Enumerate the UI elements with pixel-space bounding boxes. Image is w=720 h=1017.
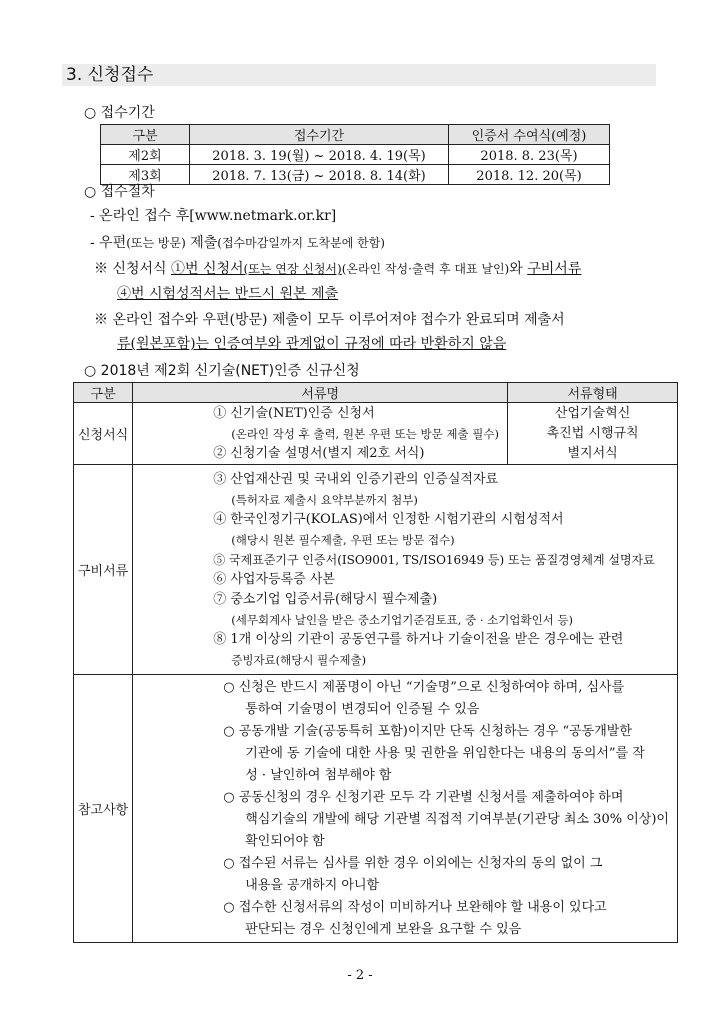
req-item: ⑤ 국제표준기구 인증서(ISO9001, TS/ISO16949 등) 또는 품질경영체계 설명자료 bbox=[213, 552, 655, 567]
table-row bbox=[101, 165, 610, 185]
note1-form: ①번 신청서 bbox=[171, 261, 244, 277]
docs-table bbox=[73, 382, 678, 943]
form-item: ② 신청기술 설명서(별지 제2호 서식) bbox=[213, 445, 425, 461]
period-table bbox=[100, 124, 610, 185]
section-title: 3. 신청접수 bbox=[62, 64, 656, 86]
ref-item: 핵심기술의 개발에 해당 기관별 직접적 기여부분(기관당 최소 30% 이상)이 bbox=[245, 811, 669, 827]
ref-items bbox=[133, 675, 678, 943]
period-cell: 2018. 8. 23(목) bbox=[449, 145, 610, 165]
docs-header-cell: 서류명 bbox=[133, 383, 508, 403]
period-table-header bbox=[101, 125, 610, 145]
period-header-cell: 구분 bbox=[101, 125, 190, 145]
table-row bbox=[101, 145, 610, 165]
post-note: (접수마감일까지 도착분에 한함) bbox=[217, 236, 385, 250]
page-number: - 2 - bbox=[347, 968, 373, 983]
ref-item: 판단되는 경우 신청인에게 보완을 요구할 수 있음 bbox=[245, 921, 522, 937]
note1-paren: (온라인 작성·출력 후 대표 날인) bbox=[341, 262, 510, 276]
post-submit: 제출 bbox=[185, 235, 218, 251]
period-cell: 2018. 7. 13(금) ~ 2018. 8. 14(화) bbox=[190, 165, 449, 185]
ref-item: 기관에 동 기술에 대한 사용 및 권한을 위임한다는 내용의 동의서”를 작 bbox=[245, 745, 645, 761]
note1-prefix: ※ 신청서식 bbox=[94, 261, 171, 277]
ref-item: ○ 공동신청의 경우 신청기관 모두 각 기관별 신청서를 제출하여야 하며 bbox=[223, 789, 624, 805]
table-row bbox=[74, 465, 678, 675]
ref-item: 통하여 기술명이 변경되어 인증될 수 있음 bbox=[245, 701, 480, 717]
table-row bbox=[74, 675, 678, 943]
period-cell: 제3회 bbox=[101, 165, 190, 185]
form-type-line: 산업기술혁신 bbox=[554, 405, 631, 421]
req-item: (세무회계사 날인을 받은 중소기업기준검토표, 중 · 소기업확인서 등) bbox=[231, 612, 574, 627]
ref-item: 성 · 날인하여 첨부해야 함 bbox=[245, 767, 392, 783]
req-items bbox=[133, 465, 678, 675]
req-item: 증빙자료(해당시 필수제출) bbox=[231, 652, 367, 667]
post-main: - 우편 bbox=[90, 235, 127, 251]
form-items bbox=[133, 403, 508, 465]
note-2-line-1: ※ 온라인 접수와 우편(방문) 제출이 모두 이루어져야 접수가 완료되며 제출서 bbox=[94, 312, 565, 328]
period-header-cell: 인증서 수여식(예정) bbox=[449, 125, 610, 145]
form-type bbox=[508, 403, 678, 465]
note-1-line-2: ④번 시험성적서는 반드시 원본 제출 bbox=[117, 286, 339, 302]
docs-header-cell: 서류형태 bbox=[508, 383, 678, 403]
ref-item: ○ 신청은 반드시 제품명이 아닌 “기술명”으로 신청하여야 하며, 심사를 bbox=[223, 679, 625, 695]
form-type-line: 촉진법 시행규칙 bbox=[546, 425, 639, 441]
note1-docs: 구비서류 bbox=[527, 261, 582, 277]
req-label: 구비서류 bbox=[74, 465, 133, 675]
ref-item: ○ 접수한 신청서류의 작성이 미비하거나 보완해야 할 내용이 있다고 bbox=[223, 899, 607, 915]
period-cell: 2018. 12. 20(목) bbox=[449, 165, 610, 185]
procedure-online: - 온라인 접수 후[www.netmark.or.kr] bbox=[90, 208, 337, 224]
ref-item: 확인되어야 함 bbox=[245, 833, 325, 849]
form-type-line: 별지서식 bbox=[567, 445, 618, 461]
req-item: (해당시 원본 필수제출, 우편 또는 방문 접수) bbox=[231, 532, 455, 547]
period-cell: 제2회 bbox=[101, 145, 190, 165]
note-1-line-1 bbox=[94, 259, 581, 279]
req-item: ⑦ 중소기업 입증서류(해당시 필수제출) bbox=[213, 591, 438, 607]
req-item: ④ 한국인정기구(KOLAS)에서 인정한 시험기관의 시험성적서 bbox=[213, 511, 564, 527]
note1-mid: 와 bbox=[509, 261, 528, 277]
procedure-post bbox=[90, 233, 385, 253]
period-header-cell: 접수기간 bbox=[190, 125, 449, 145]
ref-label: 참고사항 bbox=[74, 675, 133, 943]
form-item: ① 신기술(NET)인증 신청서 bbox=[213, 405, 375, 421]
form-label: 신청서식 bbox=[74, 403, 133, 465]
procedure-heading: ○ 접수절차 bbox=[84, 184, 155, 200]
note-2-line-2: 류(원본포함)는 인증여부와 관계없이 규정에 따라 반환하지 않음 bbox=[117, 336, 507, 352]
note1-form-paren: (또는 연장 신청서) bbox=[243, 262, 342, 276]
ref-item: 내용을 공개하지 아니함 bbox=[245, 877, 380, 893]
period-heading: ○ 접수기간 bbox=[84, 105, 155, 121]
ref-item: ○ 접수된 서류는 심사를 위한 경우 이외에는 신청자의 동의 없이 그 bbox=[223, 855, 603, 871]
docs-header-cell: 구분 bbox=[74, 383, 133, 403]
docs-table-header bbox=[74, 383, 678, 403]
req-item: ⑧ 1개 이상의 기관이 공동연구를 하거나 기술이전을 받은 경우에는 관련 bbox=[213, 631, 624, 647]
req-item: ⑥ 사업자등록증 사본 bbox=[213, 571, 335, 587]
post-paren: (또는 방문) bbox=[126, 236, 186, 250]
table-row bbox=[74, 403, 678, 465]
req-item: ③ 산업재산권 및 국내외 인증기관의 인증실적자료 bbox=[213, 471, 499, 487]
form-item: (온라인 작성 후 출력, 원본 우편 또는 방문 제출 필수) bbox=[231, 426, 499, 441]
period-cell: 2018. 3. 19(월) ~ 2018. 4. 19(목) bbox=[190, 145, 449, 165]
req-item: (특허자료 제출시 요약부분까지 첨부) bbox=[231, 492, 418, 507]
docs-heading: ○ 2018년 제2회 신기술(NET)인증 신규신청 bbox=[84, 363, 360, 379]
ref-item: ○ 공동개발 기술(공동특허 포함)이지만 단독 신청하는 경우 “공동개발한 bbox=[223, 723, 632, 739]
